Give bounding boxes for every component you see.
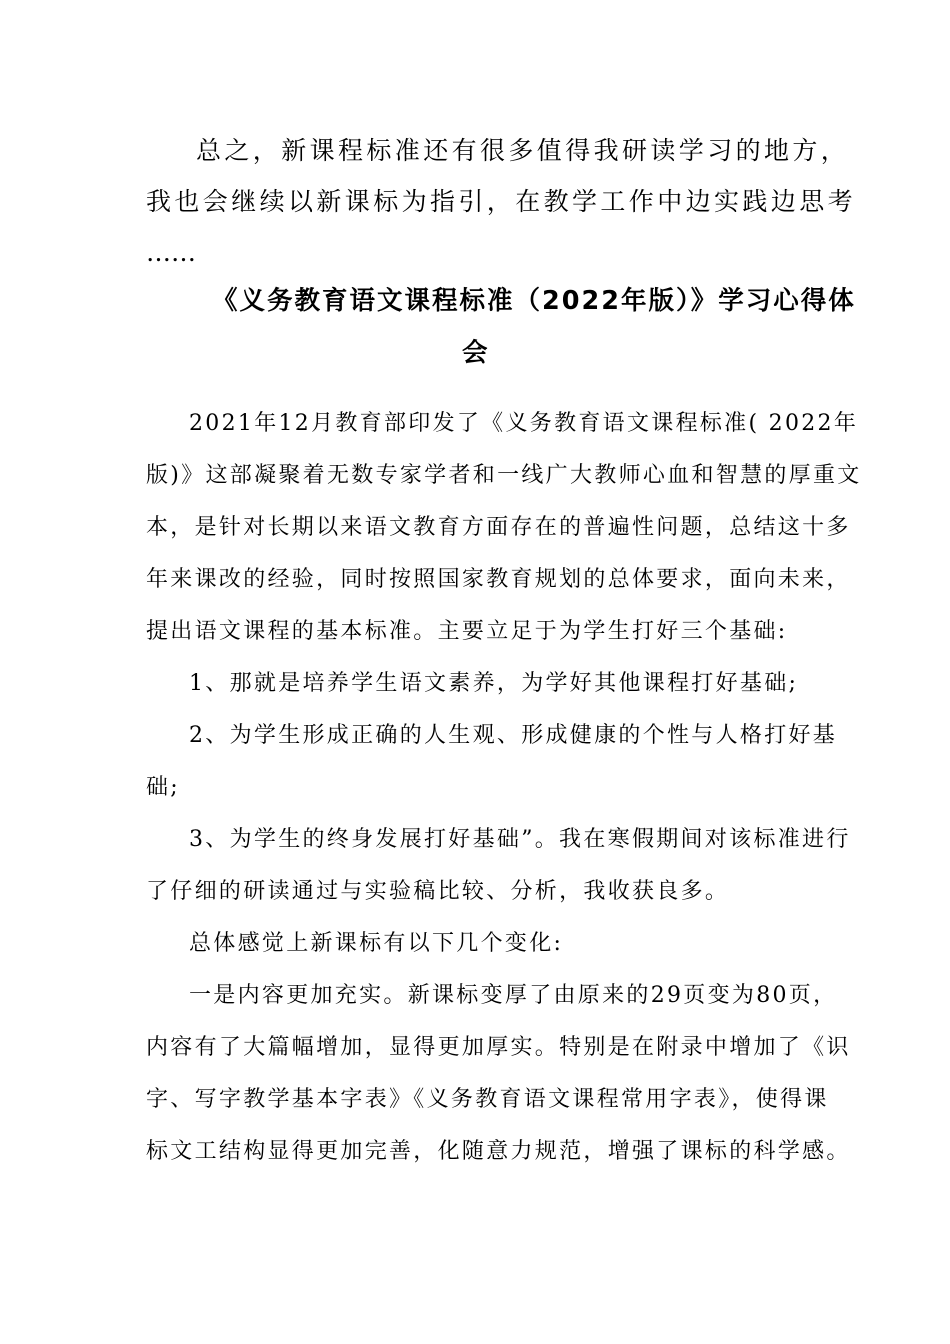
body-line-2: 版)》这部凝聚着无数专家学者和一线广大教师心血和智慧的厚重文 <box>146 463 862 488</box>
body-line-4: 年来课改的经验，同时按照国家教育规划的总体要求，面向未来， <box>146 567 851 592</box>
change-one-line-2: 内容有了大篇幅增加，显得更加厚实。特别是在附录中增加了《识 <box>146 1035 851 1060</box>
list-item-3-continuation: 了仔细的研读通过与实验稿比较、分析，我收获良多。 <box>146 879 730 904</box>
list-item-3: 3、为学生的终身发展打好基础”。我在寒假期间对该标准进行 <box>189 827 851 852</box>
change-one-line-3: 字、写字教学基本字表》《义务教育语文课程常用字表》，使得课 <box>146 1087 829 1112</box>
intro-line-1: 总之，新课程标准还有很多值得我研读学习的地方， <box>196 136 850 165</box>
list-item-2: 2、为学生形成正确的人生观、形成健康的个性与人格打好基 <box>189 723 838 748</box>
change-one-line-4: 标文工结构显得更加完善，化随意力规范，增强了课标的科学感。 <box>146 1139 851 1164</box>
change-one-line-1: 一是内容更加充实。新课标变厚了由原来的29页变为80页， <box>189 983 838 1008</box>
body-line-5: 提出语文课程的基本标准。主要立足于为学生打好三个基础: <box>146 619 788 644</box>
intro-ellipsis: …… <box>146 238 196 267</box>
summary-line: 总体感觉上新课标有以下几个变化: <box>189 931 564 956</box>
body-line-3: 本，是针对长期以来语文教育方面存在的普遍性问题，总结这十多 <box>146 515 851 540</box>
list-item-2-continuation: 础; <box>146 775 181 800</box>
article-title-line-2: 会 <box>462 338 490 368</box>
list-item-1: 1、那就是培养学生语文素养，为学好其他课程打好基础; <box>189 671 799 696</box>
intro-line-2: 我也会继续以新课标为指引，在教学工作中边实践边思考 <box>146 187 857 216</box>
body-line-1: 2021年12月教育部印发了《义务教育语文课程标准( 2022年 <box>189 411 859 436</box>
article-title-line-1: 《义务教育语文课程标准（2022年版）》学习心得体 <box>212 286 856 316</box>
